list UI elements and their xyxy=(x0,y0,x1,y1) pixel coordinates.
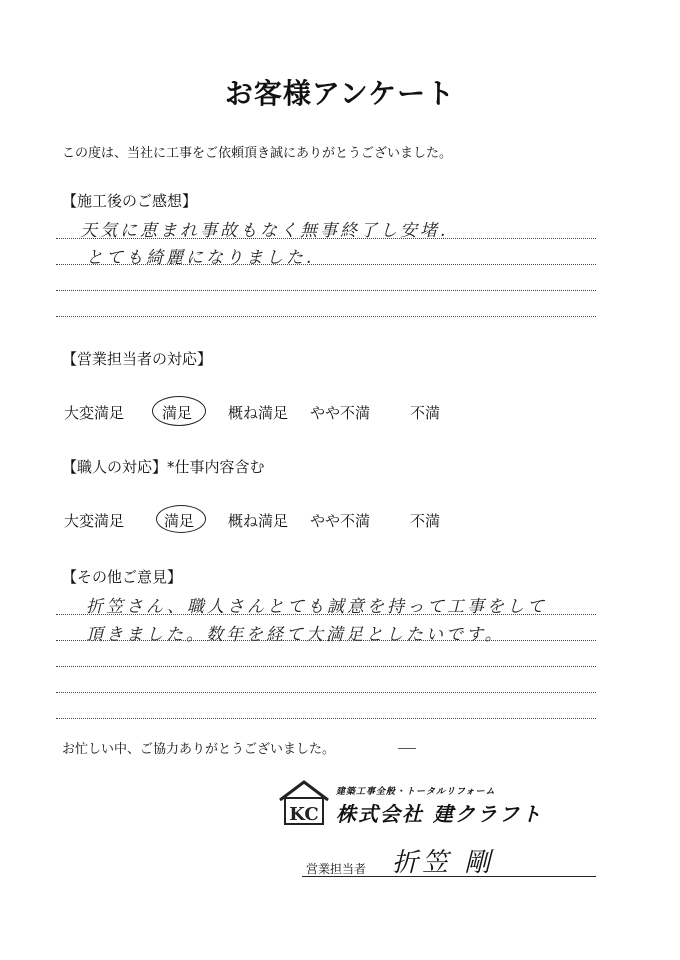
answer-rule xyxy=(56,316,596,317)
answer-rule xyxy=(56,640,596,641)
answer-rule xyxy=(56,238,596,239)
impression-heading: 【施工後のご感想】 xyxy=(62,192,198,210)
sales-rep-label: 営業担当者 xyxy=(306,862,367,876)
sales-option-somewhat-dissatisfied: やや不満 xyxy=(310,404,371,422)
closing-text: お忙しい中、ご協力ありがとうございました。 xyxy=(62,742,336,757)
impression-line-1: 天気に恵まれ事故もなく無事終了し安堵. xyxy=(80,221,449,241)
answer-rule xyxy=(56,666,596,667)
other-line-2: 頂きました。数年を経て大満足としたいです。 xyxy=(86,625,505,645)
logo-mark-text: KC xyxy=(289,804,319,825)
page-title: お客様アンケート xyxy=(224,77,456,110)
craftsmen-option-somewhat-dissatisfied: やや不満 xyxy=(310,512,371,530)
sales-selected-circle xyxy=(152,396,206,426)
sales-rep-signature: 折笠 剛 xyxy=(392,848,495,878)
answer-rule xyxy=(56,692,596,693)
signature-line xyxy=(302,876,596,877)
sales-option-very-satisfied: 大変満足 xyxy=(64,404,125,422)
answer-rule xyxy=(56,718,596,719)
sales-heading: 【営業担当者の対応】 xyxy=(62,350,213,368)
other-line-1: 折笠さん、職人さんとても誠意を持って工事をして xyxy=(86,597,548,617)
other-heading: 【その他ご意見】 xyxy=(62,568,183,586)
craftsmen-option-dissatisfied: 不満 xyxy=(410,512,441,530)
sales-option-satisfied: 満足 xyxy=(162,404,193,422)
intro-text: この度は、当社に工事をご依頼頂き誠にありがとうございました。 xyxy=(62,146,453,161)
impression-line-2: とても綺麗になりました. xyxy=(86,248,315,268)
craftsmen-option-satisfied: 満足 xyxy=(164,512,195,530)
sales-option-mostly-satisfied: 概ね満足 xyxy=(228,404,289,422)
sales-option-dissatisfied: 不満 xyxy=(410,404,441,422)
pen-mark xyxy=(398,748,416,749)
answer-rule xyxy=(56,264,596,265)
craftsmen-option-mostly-satisfied: 概ね満足 xyxy=(228,512,289,530)
answer-rule xyxy=(56,614,596,615)
craftsmen-heading: 【職人の対応】*仕事内容含む xyxy=(62,458,265,476)
answer-rule xyxy=(56,290,596,291)
company-name: 株式会社 建クラフト xyxy=(336,802,543,826)
craftsmen-selected-circle xyxy=(156,505,206,533)
craftsmen-option-very-satisfied: 大変満足 xyxy=(64,512,125,530)
house-logo-icon xyxy=(276,778,332,828)
company-tagline: 建築工事全般・トータルリフォーム xyxy=(336,787,496,797)
